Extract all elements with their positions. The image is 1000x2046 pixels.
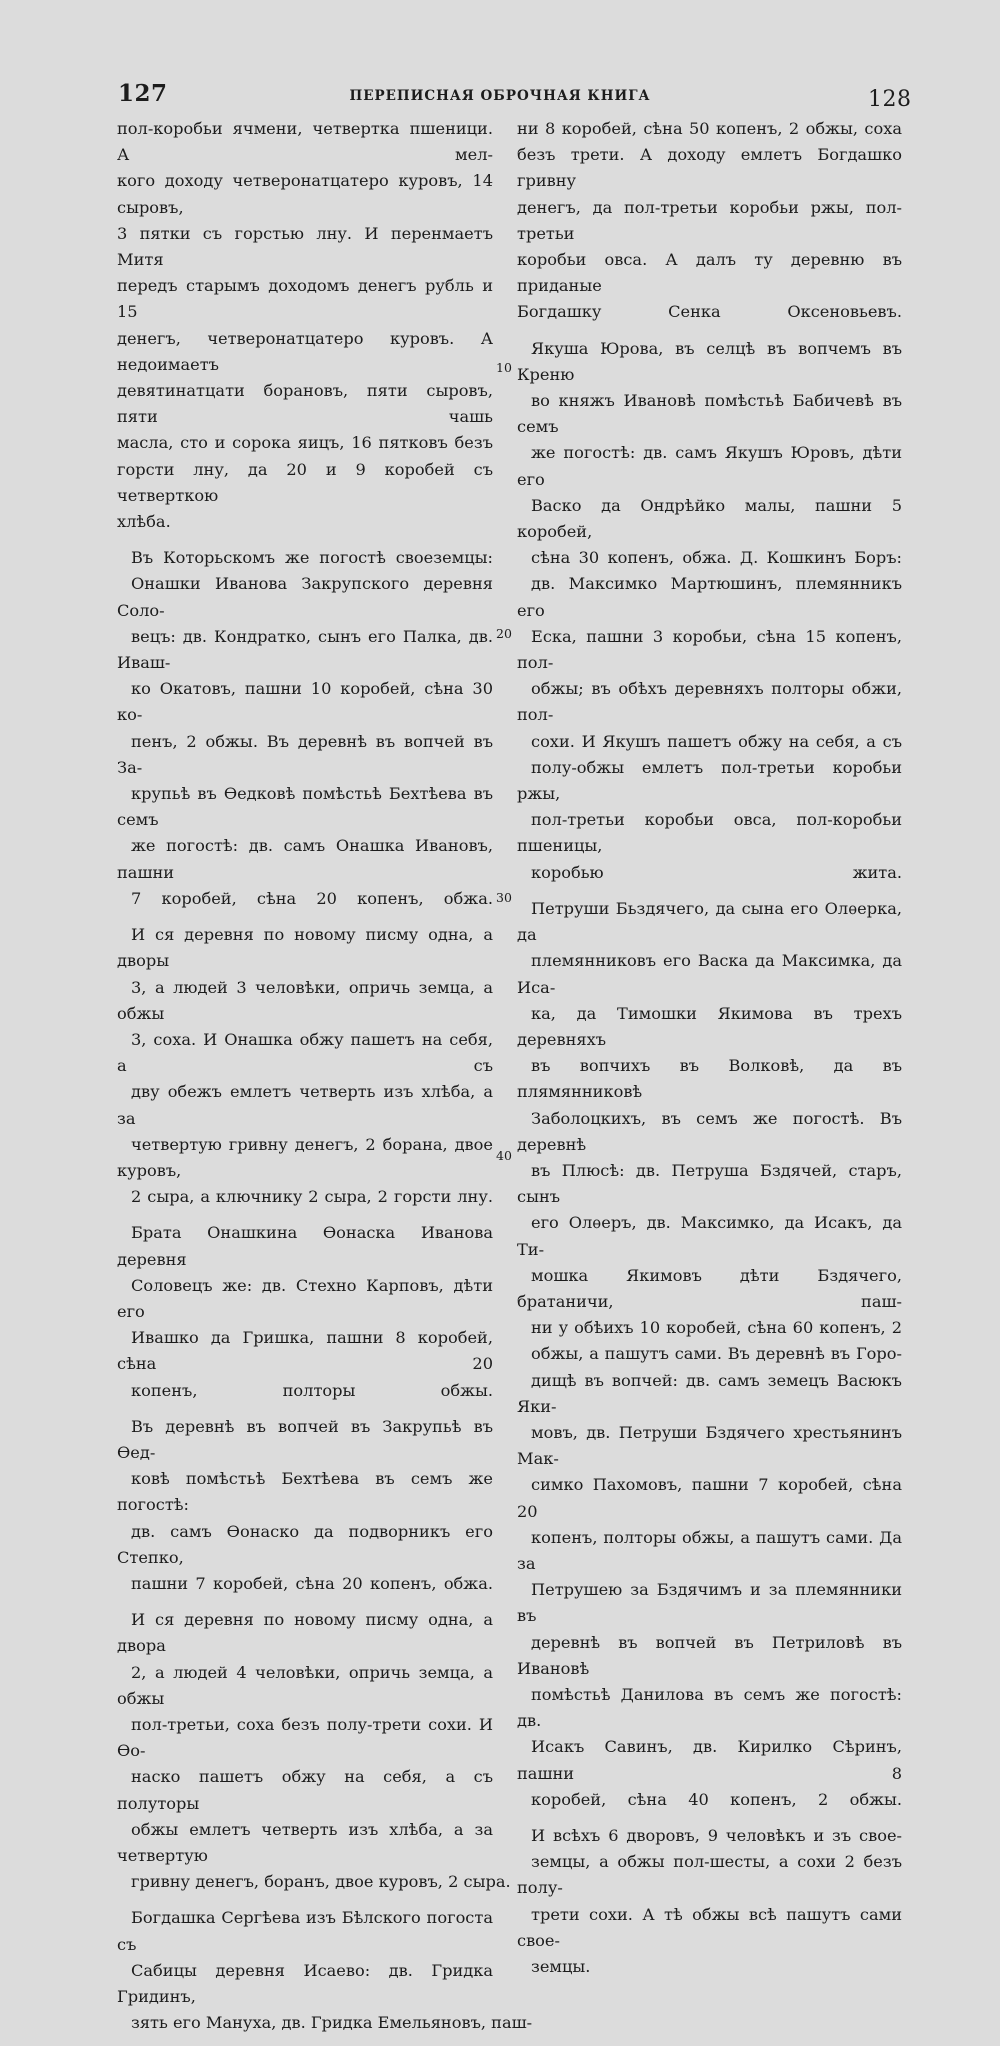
paragraph bbox=[117, 1607, 511, 1895]
text-line: пол-третьи, соха безъ полу-трети сохи. И Ѳо- bbox=[117, 1714, 493, 1761]
text-line: трети сохи. А тѣ обжы всѣ пашутъ сами свое- bbox=[517, 1904, 902, 1950]
line-number: 10 bbox=[496, 360, 512, 375]
text-line: мошка Якимовъ дѣти Бздячего, братаничи, паш- bbox=[517, 1265, 902, 1311]
page-header bbox=[0, 80, 1000, 120]
paragraph bbox=[517, 336, 902, 886]
text-line: масла, сто и сорока яицъ, 16 пятковъ безъ bbox=[117, 433, 493, 453]
text-line: сѣна 30 копенъ, обжа. Д. Кошкинъ Боръ: bbox=[531, 548, 902, 568]
text-line: же погостѣ: дв. самъ Якушъ Юровъ, дѣти его bbox=[517, 443, 902, 489]
text-line: денегъ, четверонатцатеро куровъ. А недоимаетъ bbox=[117, 328, 493, 374]
text-line: четвертую гривну денегъ, 2 борана, двое куровъ, bbox=[117, 1134, 493, 1180]
text-line: Еска, пашни 3 коробьи, сѣна 15 копенъ, пол- bbox=[517, 626, 902, 673]
text-line: въ Плюсѣ: дв. Петруша Бздячей, старъ, сынъ bbox=[517, 1160, 902, 1207]
text-line: ка, да Тимошки Якимова въ трехъ деревняхъ bbox=[517, 1003, 902, 1049]
text-line: ковѣ помѣстьѣ Бехтѣева въ семъ же погостѣ: bbox=[117, 1469, 493, 1515]
text-line: денегъ, да пол-третьи коробьи ржы, пол-третьи bbox=[517, 197, 902, 243]
text-line: Якуша Юрова, въ селцѣ въ вопчемъ въ Креню bbox=[517, 338, 902, 384]
text-line: крупьѣ въ Ѳедковѣ помѣстьѣ Бехтѣева въ семъ bbox=[117, 784, 493, 830]
text-line: ни у обѣихъ 10 коробей, сѣна 60 копенъ, 2 bbox=[531, 1318, 902, 1338]
text-line: дву обежъ емлетъ четверть изъ хлѣба, а за bbox=[117, 1082, 493, 1128]
text-line: Петруши Бьздячего, да сына его Олѳерка, да bbox=[517, 898, 902, 945]
text-line: дищѣ въ вопчей: дв. самъ земецъ Васюкъ Яки- bbox=[517, 1370, 902, 1416]
paragraph bbox=[517, 1823, 902, 1980]
text-line: девятинатцати борановъ, пяти сыровъ, пяти чашь bbox=[117, 381, 493, 427]
text-line: пенъ, 2 обжы. Въ деревнѣ въ вопчей въ За- bbox=[117, 731, 493, 777]
text-line: Васко да Ондрѣйко малы, пашни 5 коробей, bbox=[517, 495, 902, 542]
text-line: обжы; въ обѣхъ деревняхъ полторы обжи, пол- bbox=[517, 679, 902, 725]
text-line: земцы, а обжы пол-шесты, а сохи 2 безъ полу- bbox=[517, 1852, 902, 1898]
text-line: Петрушею за Бздячимъ и за племянники въ bbox=[517, 1580, 902, 1626]
text-line: 3 пятки съ горстью лну. И перенмаетъ Митя bbox=[117, 223, 493, 270]
paragraph bbox=[117, 116, 493, 535]
text-line: горсти лну, да 20 и 9 коробей съ четверткою bbox=[117, 459, 493, 505]
text-line: симко Пахомовъ, пашни 7 коробей, сѣна 20 bbox=[517, 1475, 902, 1521]
text-line: племянниковъ его Васка да Максимка, да Иса- bbox=[517, 951, 902, 997]
paragraph bbox=[117, 1414, 493, 1597]
text-line: мовъ, дв. Петруши Бздячего хрестьянинъ Мак- bbox=[517, 1422, 902, 1469]
text-line: Богдашка Сергѣева изъ Бѣлского погоста съ bbox=[117, 1908, 493, 1954]
text-line: 3, а людей 3 человѣки, опричь земца, а обжы bbox=[117, 977, 493, 1023]
text-line: И всѣхъ 6 дворовъ, 9 человѣкъ и зъ свое- bbox=[531, 1826, 902, 1845]
text-line: И ся деревня по новому писму одна, а двора bbox=[117, 1610, 493, 1656]
text-line: дв. Максимко Мартюшинъ, племянникъ его bbox=[517, 574, 902, 620]
text-line: во княжъ Ивановѣ помѣстьѣ Бабичевѣ въ семъ bbox=[517, 391, 902, 437]
text-line: Въ Которьскомъ же погостѣ своеземцы: bbox=[131, 548, 493, 568]
text-line: ни 8 коробей, сѣна 50 копенъ, 2 обжы, соха bbox=[517, 119, 902, 138]
text-line: дв. самъ Ѳонаско да подворникъ его Степко, bbox=[117, 1521, 493, 1567]
page-number-left: 127 bbox=[118, 80, 168, 107]
line-number: 20 bbox=[496, 626, 512, 641]
text-line: полу-обжы емлетъ пол-третьи коробьи ржы, bbox=[517, 757, 902, 804]
line-number: 30 bbox=[496, 890, 512, 905]
text-line: хлѣба. bbox=[117, 512, 171, 532]
text-line: копенъ, полторы обжы. bbox=[131, 1380, 493, 1400]
text-line: Богдашку Сенка Оксеновьевъ. bbox=[517, 302, 902, 322]
text-line: Соловецъ же: дв. Стехно Карповъ, дѣти его bbox=[117, 1275, 493, 1321]
text-line: обжы емлетъ четверть изъ хлѣба, а за четвертую bbox=[117, 1819, 493, 1865]
text-line: Онашки Иванова Закрупского деревня Соло- bbox=[117, 574, 493, 620]
text-line: земцы. bbox=[531, 1957, 591, 1977]
paragraph bbox=[517, 896, 902, 1813]
text-line: вецъ: дв. Кондратко, сынъ его Палка, дв. Иваш- bbox=[117, 626, 493, 673]
text-line: въ вопчихъ въ Волковѣ, да въ плямянниковѣ bbox=[517, 1056, 902, 1102]
text-line: Ивашко да Гришка, пашни 8 коробей, сѣна 20 bbox=[117, 1328, 493, 1374]
text-line: зять его Мануха, дв. Гридка Емельяновъ, паш- bbox=[131, 2013, 533, 2033]
text-line: сохи. И Якушъ пашетъ обжу на себя, а съ bbox=[531, 731, 902, 751]
text-line: гривну денегъ, боранъ, двое куровъ, 2 сыра. bbox=[131, 1872, 511, 1892]
paragraph bbox=[117, 1220, 493, 1403]
text-line: коробьи овса. А далъ ту деревню въ приданые bbox=[517, 250, 902, 296]
page-number-right: 128 bbox=[868, 87, 912, 112]
paragraph bbox=[117, 545, 493, 912]
text-line: коробью жита. bbox=[531, 862, 902, 882]
text-line: копенъ, полторы обжы, а пашутъ сами. Да за bbox=[517, 1527, 902, 1573]
text-line: безъ трети. А доходу емлетъ Богдашко гривну bbox=[517, 145, 902, 191]
text-line: его Олѳеръ, дв. Максимко, да Исакъ, да Ти- bbox=[517, 1213, 902, 1259]
text-line: 7 коробей, сѣна 20 копенъ, обжа. bbox=[131, 888, 493, 908]
text-line: помѣстьѣ Данилова въ семъ же погостѣ: дв. bbox=[517, 1684, 902, 1731]
text-line: 2 сыра, а ключнику 2 сыра, 2 горсти лну. bbox=[131, 1187, 493, 1207]
text-line: передъ старымъ доходомъ денегъ рубль и 15 bbox=[117, 276, 493, 322]
text-line: пашни 7 коробей, сѣна 20 копенъ, обжа. bbox=[131, 1573, 493, 1593]
text-line: 3, соха. И Онашка обжу пашетъ на себя, а съ bbox=[117, 1029, 493, 1076]
text-line: Исакъ Савинъ, дв. Кирилко Сѣринъ, пашни 8 bbox=[517, 1737, 902, 1783]
text-line: 2, а людей 4 человѣки, опричь земца, а обжы bbox=[117, 1662, 493, 1708]
text-line: ко Окатовъ, пашни 10 коробей, сѣна 30 ко- bbox=[117, 679, 493, 725]
text-line: кого доходу четверонатцатеро куровъ, 14 сыровъ, bbox=[117, 171, 493, 217]
text-line: Сабицы деревня Исаево: дв. Гридка Гридинъ, bbox=[117, 1960, 493, 2007]
paragraph bbox=[117, 1905, 533, 2036]
text-line: Заболоцкихъ, въ семъ же погостѣ. Въ деревнѣ bbox=[517, 1108, 902, 1154]
text-line: пол-коробьи ячмени, четвертка пшеници. А мел- bbox=[117, 119, 493, 165]
line-number: 40 bbox=[496, 1148, 512, 1163]
paragraph bbox=[517, 116, 902, 326]
text-line: Въ деревнѣ въ вопчей въ Закрупьѣ въ Ѳед- bbox=[117, 1416, 493, 1462]
text-line: пол-третьи коробьи овса, пол-коробьи пшеницы, bbox=[517, 810, 902, 856]
right-column bbox=[517, 116, 902, 1990]
text-line: же погостѣ: дв. самъ Онашка Ивановъ, пашни bbox=[117, 836, 493, 882]
text-line: Брата Онашкина Ѳонаска Иванова деревня bbox=[117, 1223, 493, 1269]
running-title: ПЕРЕПИСНАЯ ОБРОЧНАЯ КНИГА bbox=[349, 88, 651, 104]
paragraph bbox=[117, 922, 493, 1210]
text-line: деревнѣ въ вопчей въ Петриловѣ въ Ивановѣ bbox=[517, 1632, 902, 1678]
text-line: И ся деревня по новому писму одна, а дворы bbox=[117, 925, 493, 971]
text-line: наско пашетъ обжу на себя, а съ полуторы bbox=[117, 1767, 493, 1813]
text-line: обжы, а пашутъ сами. Въ деревнѣ въ Горо- bbox=[531, 1344, 902, 1364]
text-line: коробей, сѣна 40 копенъ, 2 обжы. bbox=[531, 1789, 902, 1809]
